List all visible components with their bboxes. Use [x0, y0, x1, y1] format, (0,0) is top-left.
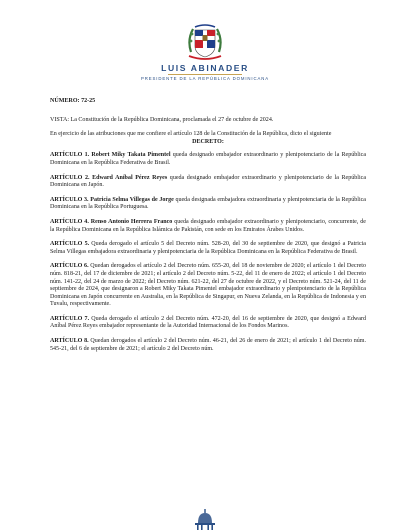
article-paragraph [50, 316, 366, 331]
article-appointee-name: Patricia Selma Villegas de Jorge [90, 196, 174, 203]
article-paragraph [50, 197, 366, 212]
ejercicio-paragraph: En ejercicio de las atribuciones que me confiere el artículo 128 de la Constitución de la República, dicto el siguiente [50, 131, 332, 138]
document-body [50, 98, 366, 360]
article-label: ARTÍCULO 7. [50, 315, 90, 322]
article-label: ARTÍCULO 8. [50, 338, 89, 345]
coat-of-arms-icon [186, 22, 224, 62]
article-text: Queda derogado el artículo 5 del Decreto núm. 528-20, del 30 de septiembre de 2020, que designó a Patricia Selma Villegas embajadora extraordinaria y plenipotenciaria de la República Dominicana en la República Federativa de Brasil. [50, 241, 366, 255]
header-divider [168, 74, 242, 75]
article-text: queda designado embajador extraordinario y plenipotenciario de la República Dominicana en Japón. [50, 174, 367, 189]
article-label: ARTÍCULO 2. [50, 174, 90, 181]
article-paragraph [50, 263, 366, 309]
article-label: ARTÍCULO 5. [50, 241, 90, 248]
article-appointee-name: Edward Aníbal Pérez Reyes [92, 174, 168, 181]
article-label: ARTÍCULO 3. [50, 196, 89, 203]
article-appointee-name: Robert Miky Takata Pimentel [91, 152, 171, 159]
article-text: queda designado embajador extraordinario y plenipotenciario, concurrente, de la República Dominicana en la República Islámica de Pakistán, con sede en los Emiratos Árabes Unidos. [50, 218, 366, 233]
article-paragraph [50, 241, 366, 256]
article-text: Quedan derogados el artículo 2 del Decreto núm. 655-20, del 18 de noviembre de 2020; el artículo 1 del Decreto núm. 818-21, del 17 de diciembre de 2021; el artículo 2 del Decreto núm. 5-22, del 11 de enero de 2022; el artículo 1 del Decreto núm. 141-22, del 24 de marzo de 2022; del Decreto núm. 621-22, del 27 de octubre de 2022, y el Decreto núm. 521-24, del 11 de septiembre de 2024, que designaron a Robert Miky Takata Pimentel embajador extraordinario y plenipotenciario de la República Dominicana en Japón concurrente en Australia, en la República de Singapur, en Nueva Zelanda, en la República de Indonesia y en Tuvalu, respectivamente. [50, 263, 366, 308]
article-text: queda designada embajadora extraordinaria y plenipotenciaria de la República Dominicana en la República Portuguesa. [50, 196, 366, 211]
article-paragraph [50, 338, 366, 353]
decree-number: NÚMERO: 72-25 [50, 98, 96, 104]
article-text: Queda derogado el artículo 2 del Decreto núm. 472-20, del 16 de septiembre de 2020, que designó a Edward Aníbal Pérez Reyes embajador representante de la Autoridad Internacional de los Fondos Marinos. [50, 315, 366, 330]
article-paragraph [50, 152, 366, 167]
header-name: LUIS ABINADER [161, 63, 249, 73]
article-paragraph [50, 219, 366, 234]
article-label: ARTÍCULO 4. [50, 218, 89, 225]
article-paragraph [50, 175, 366, 190]
decree-heading: DECRETO: [192, 138, 224, 145]
vista-paragraph: VISTA: La Constitución de la República Dominicana, proclamada el 27 de octubre de 2024. [50, 116, 274, 123]
article-label: ARTÍCULO 1. [50, 152, 90, 159]
article-text: queda designado embajador extraordinario y plenipotenciario de la República Dominicana en la República Federativa de Brasil. [50, 152, 366, 166]
header-subtitle: PRESIDENTE DE LA REPÚBLICA DOMINICANA [140, 76, 270, 81]
article-appointee-name: Renso Antonio Herrera Franco [90, 218, 173, 225]
article-text: Quedan derogados el artículo 2 del Decreto núm. 46-21, del 26 de enero de 2021; el artículo 1 del Decreto núm. 545-21, del 6 de septiembre de 2021; el artículo 2 del Decreto núm. [50, 338, 366, 352]
palace-dome-icon [192, 507, 218, 530]
article-label: ARTÍCULO 6. [50, 263, 89, 270]
